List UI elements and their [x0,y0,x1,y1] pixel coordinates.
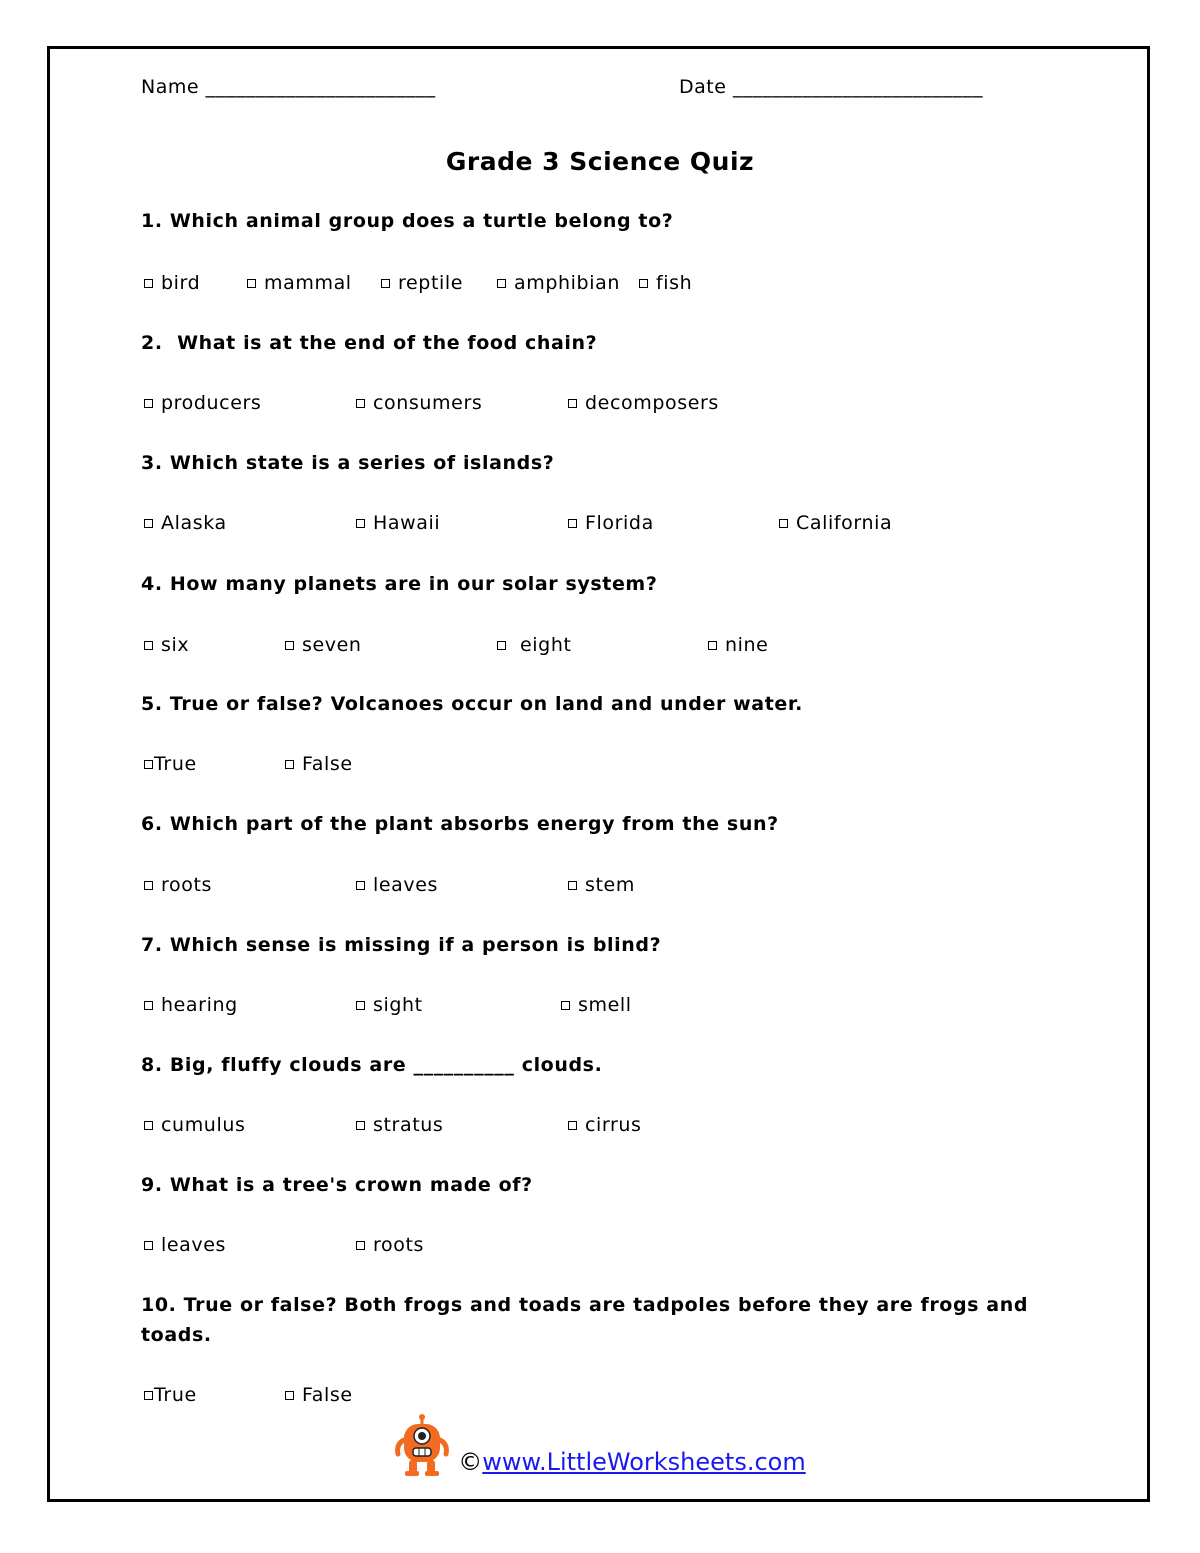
question-1: 1. Which animal group does a turtle belong to? [141,210,674,232]
option-q3-alaska[interactable]: Alaska [144,512,227,534]
option-q7-smell[interactable]: smell [561,994,632,1016]
question-5: 5. True or false? Volcanoes occur on land and under water. [141,693,803,715]
option-q9-roots[interactable]: roots [356,1234,424,1256]
checkbox-icon[interactable] [381,279,390,288]
option-q4-nine[interactable]: nine [708,634,768,656]
option-q8-cirrus[interactable]: cirrus [568,1114,642,1136]
checkbox-icon[interactable] [144,1391,153,1400]
option-q3-hawaii[interactable]: Hawaii [356,512,440,534]
checkbox-icon[interactable] [144,641,153,650]
question-9: 9. What is a tree's crown made of? [141,1174,533,1196]
checkbox-icon[interactable] [285,760,294,769]
checkbox-icon[interactable] [144,881,153,890]
question-10-line-2: toads. [141,1324,212,1346]
checkbox-icon[interactable] [144,1001,153,1010]
checkbox-icon[interactable] [639,279,648,288]
option-q8-cumulus[interactable]: cumulus [144,1114,245,1136]
option-q4-seven[interactable]: seven [285,634,362,656]
date-label: Date [679,76,727,98]
question-2: 2. What is at the end of the food chain? [141,332,598,354]
footer [0,1414,1200,1482]
checkbox-icon[interactable] [144,1121,153,1130]
checkbox-icon[interactable] [144,399,153,408]
question-4: 4. How many planets are in our solar system? [141,573,658,595]
option-q3-florida[interactable]: Florida [568,512,654,534]
option-q4-six[interactable]: six [144,634,189,656]
date-blank-line[interactable]: _________________________ [732,76,983,98]
option-q2-producers[interactable]: producers [144,392,261,414]
checkbox-icon[interactable] [568,1121,577,1130]
mascot-logo-icon [394,1414,450,1478]
checkbox-icon[interactable] [708,641,717,650]
option-q9-leaves[interactable]: leaves [144,1234,226,1256]
option-q6-stem[interactable]: stem [568,874,635,896]
checkbox-icon[interactable] [497,641,506,650]
checkbox-icon[interactable] [247,279,256,288]
page-title: Grade 3 Science Quiz [445,147,755,176]
option-q6-leaves[interactable]: leaves [356,874,438,896]
checkbox-icon[interactable] [356,881,365,890]
checkbox-icon[interactable] [144,1241,153,1250]
option-q1-amphibian[interactable]: amphibian [497,272,620,294]
checkbox-icon[interactable] [356,1001,365,1010]
option-q10-false[interactable]: False [285,1384,353,1406]
checkbox-icon[interactable] [356,519,365,528]
option-q5-true[interactable]: True [144,753,197,775]
option-q7-hearing[interactable]: hearing [144,994,238,1016]
website-link[interactable]: www.LittleWorksheets.com [482,1448,806,1476]
question-8: 8. Big, fluffy clouds are __________ clouds. [141,1054,603,1076]
name-blank-line[interactable]: _______________________ [205,76,436,98]
name-label: Name [141,76,200,98]
option-q6-roots[interactable]: roots [144,874,212,896]
question-7: 7. Which sense is missing if a person is blind? [141,934,662,956]
date-field[interactable] [679,76,983,98]
checkbox-icon[interactable] [144,519,153,528]
option-q7-sight[interactable]: sight [356,994,423,1016]
option-q8-stratus[interactable]: stratus [356,1114,443,1136]
option-q2-decomposers[interactable]: decomposers [568,392,719,414]
page-border [47,46,1150,1502]
checkbox-icon[interactable] [568,881,577,890]
option-q1-bird[interactable]: bird [144,272,200,294]
checkbox-icon[interactable] [144,760,153,769]
checkbox-icon[interactable] [568,519,577,528]
checkbox-icon[interactable] [779,519,788,528]
copyright [458,1448,805,1476]
question-3: 3. Which state is a series of islands? [141,452,555,474]
checkbox-icon[interactable] [561,1001,570,1010]
checkbox-icon[interactable] [568,399,577,408]
option-q4-eight[interactable]: eight [497,634,572,656]
option-q5-false[interactable]: False [285,753,353,775]
question-6: 6. Which part of the plant absorbs energy from the sun? [141,813,779,835]
option-q1-reptile[interactable]: reptile [381,272,463,294]
checkbox-icon[interactable] [356,1241,365,1250]
option-q1-fish[interactable]: fish [639,272,692,294]
checkbox-icon[interactable] [356,1121,365,1130]
checkbox-icon[interactable] [285,1391,294,1400]
option-q1-mammal[interactable]: mammal [247,272,352,294]
checkbox-icon[interactable] [285,641,294,650]
checkbox-icon[interactable] [497,279,506,288]
option-q2-consumers[interactable]: consumers [356,392,482,414]
name-field[interactable] [141,76,436,98]
checkbox-icon[interactable] [356,399,365,408]
question-10-line-1: 10. True or false? Both frogs and toads are tadpoles before they are frogs and [141,1294,1029,1316]
checkbox-icon[interactable] [144,279,153,288]
copyright-symbol: © [458,1448,483,1476]
option-q3-california[interactable]: California [779,512,892,534]
option-q10-true[interactable]: True [144,1384,197,1406]
